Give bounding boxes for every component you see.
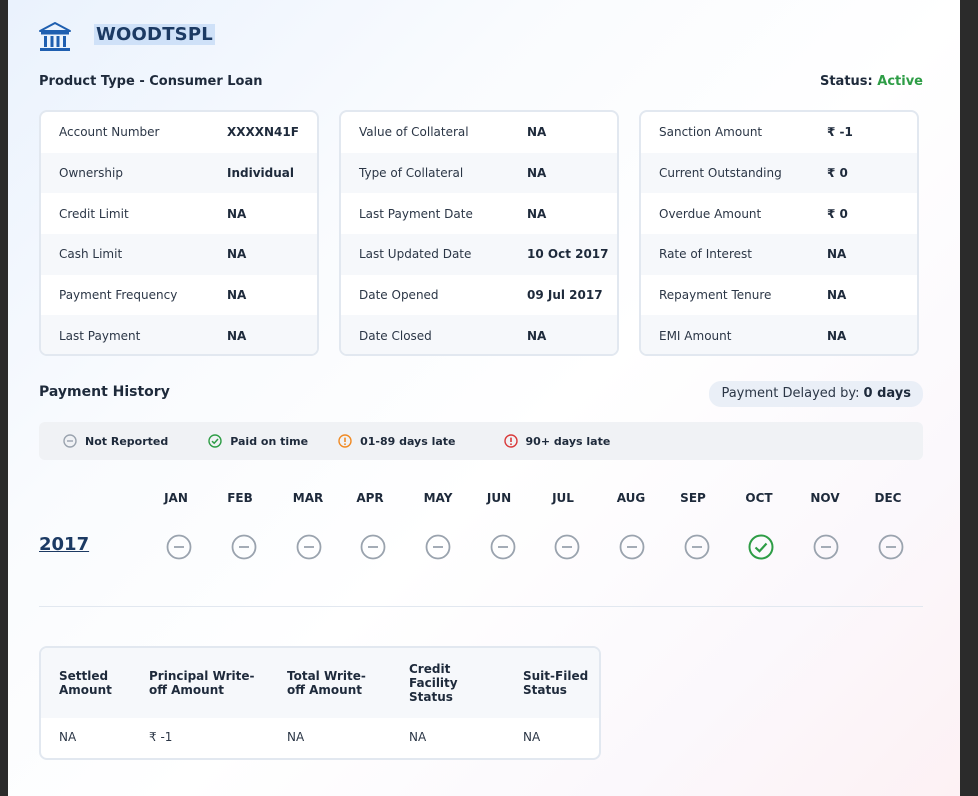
detail-label: Account Number bbox=[59, 125, 160, 140]
col-settled-amount: Settled Amount bbox=[59, 669, 112, 697]
status-badge: Active bbox=[877, 74, 923, 89]
payment-history-title: Payment History bbox=[39, 384, 170, 400]
detail-value: ₹ -1 bbox=[827, 125, 853, 140]
product-type: Product Type - Consumer Loan bbox=[39, 74, 263, 89]
table-header bbox=[41, 648, 599, 718]
table-cell: ₹ -1 bbox=[149, 730, 173, 744]
table-cell: NA bbox=[287, 730, 305, 744]
month-label: MAR bbox=[292, 491, 324, 505]
bank-icon bbox=[38, 20, 72, 54]
table-cell: NA bbox=[59, 730, 77, 744]
delay-value: 0 days bbox=[863, 386, 911, 401]
month-label: OCT bbox=[745, 491, 773, 505]
detail-row bbox=[341, 193, 617, 234]
detail-value: NA bbox=[827, 247, 847, 262]
detail-row bbox=[641, 153, 917, 194]
detail-value: NA bbox=[527, 166, 547, 181]
account-status bbox=[820, 74, 923, 89]
minus-circle-icon bbox=[425, 534, 451, 560]
legend-late-90-plus bbox=[504, 434, 611, 448]
lender-name: WOODTSPL bbox=[96, 24, 213, 45]
detail-row bbox=[341, 275, 617, 316]
minus-circle-icon bbox=[554, 534, 580, 560]
detail-label: Rate of Interest bbox=[659, 247, 752, 262]
detail-label: Credit Limit bbox=[59, 206, 129, 221]
legend-label: Not Reported bbox=[85, 434, 169, 448]
minus-circle-icon bbox=[619, 534, 645, 560]
delay-label: Payment Delayed by: bbox=[721, 386, 860, 401]
detail-value: NA bbox=[527, 206, 547, 221]
detail-value: 10 Oct 2017 bbox=[527, 247, 609, 262]
legend-not-reported bbox=[63, 434, 168, 448]
status-label: Status: bbox=[819, 74, 873, 89]
table-cell: NA bbox=[409, 730, 427, 744]
detail-label: Ownership bbox=[59, 166, 123, 181]
detail-value: 09 Jul 2017 bbox=[527, 288, 603, 303]
minus-circle-icon bbox=[231, 534, 257, 560]
detail-label: Cash Limit bbox=[59, 247, 123, 262]
month-label: FEB bbox=[227, 491, 253, 505]
detail-row bbox=[341, 234, 617, 275]
detail-value: ₹ 0 bbox=[827, 206, 848, 221]
detail-label: Last Updated Date bbox=[359, 247, 472, 262]
detail-value: Individual bbox=[227, 166, 294, 181]
legend-label: Paid on time bbox=[230, 434, 309, 448]
account-card bbox=[8, 0, 960, 796]
detail-label: Value of Collateral bbox=[359, 125, 469, 140]
detail-value: NA bbox=[527, 125, 547, 140]
detail-row bbox=[641, 112, 917, 153]
payment-delay-badge bbox=[709, 381, 923, 407]
detail-row bbox=[41, 275, 317, 316]
detail-row bbox=[41, 112, 317, 153]
detail-value: ₹ 0 bbox=[827, 166, 848, 181]
month-label: DEC bbox=[874, 491, 902, 505]
amounts-panel bbox=[639, 110, 919, 356]
detail-label: EMI Amount bbox=[659, 328, 732, 343]
detail-label: Last Payment Date bbox=[359, 206, 473, 221]
detail-label: Payment Frequency bbox=[59, 288, 178, 303]
detail-row bbox=[41, 153, 317, 194]
col-credit-facility-status: Credit Facility Status bbox=[409, 662, 458, 704]
minus-circle-icon bbox=[684, 534, 710, 560]
detail-row bbox=[641, 275, 917, 316]
month-label: JUL bbox=[552, 491, 574, 505]
detail-row bbox=[41, 234, 317, 275]
minus-circle-icon bbox=[360, 534, 386, 560]
month-label: APR bbox=[356, 491, 384, 505]
detail-label: Current Outstanding bbox=[659, 166, 782, 181]
detail-value: NA bbox=[227, 247, 247, 262]
col-suit-filed-status: Suit-Filed Status bbox=[523, 669, 589, 697]
detail-value: NA bbox=[827, 328, 847, 343]
detail-row bbox=[41, 315, 317, 356]
col-principal-writeoff: Principal Write-off Amount bbox=[149, 669, 255, 697]
detail-label: Date Closed bbox=[359, 328, 432, 343]
detail-label: Date Opened bbox=[359, 288, 439, 303]
detail-row bbox=[341, 315, 617, 356]
detail-label: Sanction Amount bbox=[659, 125, 763, 140]
month-label: AUG bbox=[616, 491, 646, 505]
detail-row bbox=[641, 234, 917, 275]
month-label: SEP bbox=[680, 491, 706, 505]
account-details-panel bbox=[39, 110, 319, 356]
check-circle-icon bbox=[748, 534, 774, 560]
collateral-dates-panel bbox=[339, 110, 619, 356]
detail-label: Repayment Tenure bbox=[659, 288, 772, 303]
minus-circle-icon bbox=[878, 534, 904, 560]
detail-row bbox=[41, 193, 317, 234]
payment-year-link[interactable]: 2017 bbox=[39, 534, 90, 555]
detail-label: Type of Collateral bbox=[359, 166, 464, 181]
legend-late-1-89 bbox=[338, 434, 455, 448]
detail-value: NA bbox=[227, 206, 247, 221]
legend-label: 01-89 days late bbox=[360, 434, 456, 448]
legend-paid-on-time bbox=[208, 434, 308, 448]
settlement-table bbox=[39, 646, 601, 760]
exclamation-circle-icon bbox=[504, 434, 518, 448]
detail-value: XXXXN41F bbox=[227, 125, 299, 140]
month-label: NOV bbox=[810, 491, 840, 505]
minus-circle-icon bbox=[63, 434, 77, 448]
table-cell: NA bbox=[523, 730, 541, 744]
col-total-writeoff: Total Write-off Amount bbox=[287, 669, 366, 697]
month-label: JAN bbox=[164, 491, 188, 505]
detail-value: NA bbox=[527, 328, 547, 343]
payment-legend bbox=[39, 422, 923, 460]
month-label: MAY bbox=[423, 491, 453, 505]
minus-circle-icon bbox=[490, 534, 516, 560]
detail-label: Overdue Amount bbox=[659, 206, 762, 221]
detail-value: NA bbox=[827, 288, 847, 303]
check-circle-icon bbox=[208, 434, 222, 448]
minus-circle-icon bbox=[813, 534, 839, 560]
minus-circle-icon bbox=[296, 534, 322, 560]
legend-label: 90+ days late bbox=[525, 434, 611, 448]
detail-row bbox=[341, 153, 617, 194]
detail-row bbox=[641, 193, 917, 234]
minus-circle-icon bbox=[166, 534, 192, 560]
detail-row bbox=[641, 315, 917, 356]
detail-value: NA bbox=[227, 288, 247, 303]
divider bbox=[39, 606, 923, 607]
exclamation-circle-icon bbox=[338, 434, 352, 448]
detail-label: Last Payment bbox=[59, 328, 141, 343]
month-label: JUN bbox=[486, 491, 512, 505]
detail-row bbox=[341, 112, 617, 153]
detail-value: NA bbox=[227, 328, 247, 343]
